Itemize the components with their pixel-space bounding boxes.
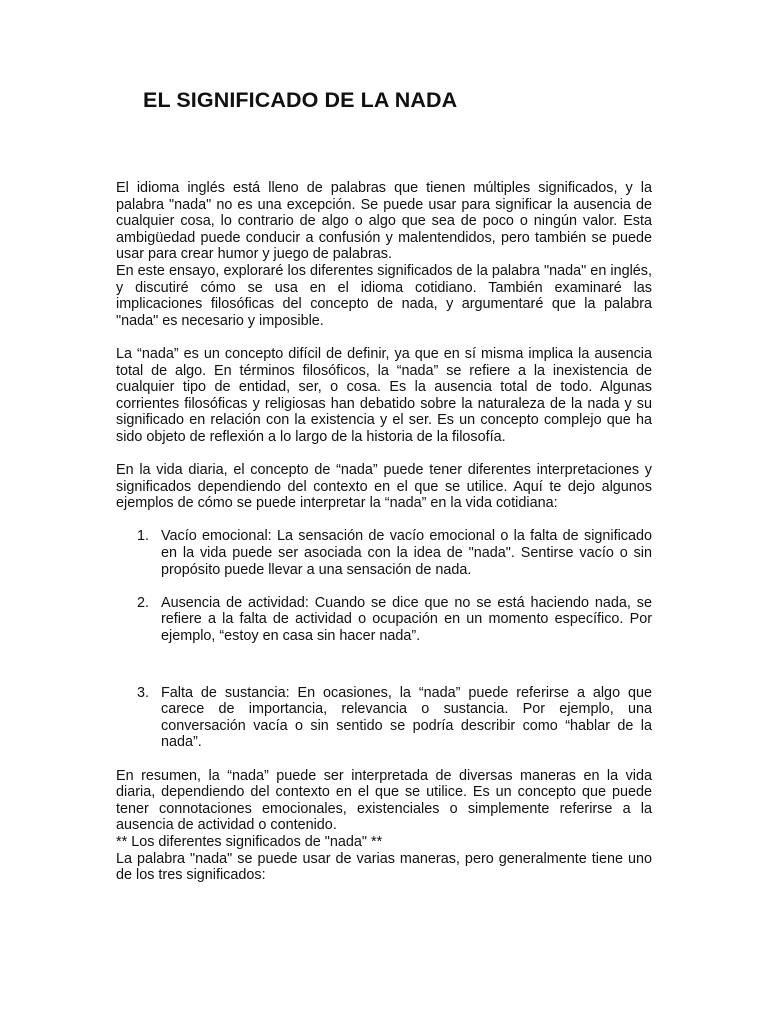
paragraph-intro: El idioma inglés está lleno de palabras que tienen múltiples significados, y la palabra "nada" no es una excepción. Se puede usar para significar la ausencia de cualquier cosa, lo contrario de algo o algo que sea de poco o ningún valor. Esta ambigüedad puede conducir a confusión y malentendidos, pero también se puede usar para crear humor y juego de palabras. xyxy=(116,180,652,263)
list-item xyxy=(116,528,652,578)
list-spacer xyxy=(116,578,652,595)
paragraph-spacer xyxy=(116,446,652,463)
list-item-text: Ausencia de actividad: Cuando se dice que no se está haciendo nada, se refiere a la falta de actividad o ocupación en un momento específico. Por ejemplo, “estoy en casa sin hacer nada”. xyxy=(161,594,652,645)
paragraph-spacer xyxy=(116,329,652,346)
list-item-text: Vacío emocional: La sensación de vacío emocional o la falta de significado en la vida puede ser asociada con la idea de "nada". Sentirse vacío o sin propósito puede llevar a una sensación de nada. xyxy=(161,528,652,578)
paragraph-meanings-intro: La palabra "nada" se puede usar de varias maneras, pero generalmente tiene uno de los tres significados: xyxy=(116,850,652,884)
paragraph-definition: La “nada” es un concepto difícil de definir, ya que en sí misma implica la ausencia total de algo. En términos filosóficos, la “nada” se refiere a la inexistencia de cualquier tipo de entidad, ser, o cosa. Es la ausencia total de todo. Algunas corrientes filosóficas y religiosas han debatido sobre la naturaleza de la nada y su significado en relación con la existencia y el ser. Es un concepto complejo que ha sido objeto de reflexión a lo largo de la historia de la filosofía. xyxy=(116,345,652,445)
list-item xyxy=(116,595,652,645)
document-title: EL SIGNIFICADO DE LA NADA xyxy=(143,88,458,112)
list-item-number: 1. xyxy=(137,528,150,545)
list-item-number: 3. xyxy=(137,684,150,701)
paragraph-spacer xyxy=(116,512,652,529)
list-spacer xyxy=(116,645,652,685)
paragraph-section-heading: ** Los diferentes significados de "nada" ** xyxy=(116,833,383,850)
document-body xyxy=(116,180,652,884)
paragraph-essay-purpose: En este ensayo, exploraré los diferentes significados de la palabra "nada" en inglés, y discutiré cómo se usa en el idioma cotidiano. También examinaré las implicaciones filosóficas del concepto de nada, y argumentaré que la palabra "nada" es necesario y imposible. xyxy=(116,262,652,329)
list-item xyxy=(116,685,652,751)
paragraph-daily-life: En la vida diaria, el concepto de “nada” puede tener diferentes interpretaciones y significados dependiendo del contexto en el que se utilice. Aquí te dejo algunos ejemplos de cómo se puede interpretar la “nada” en la vida cotidiana: xyxy=(116,462,652,512)
list-item-number: 2. xyxy=(137,594,150,611)
list-item-text: Falta de sustancia: En ocasiones, la “nada” puede referirse a algo que carece de importancia, relevancia o sustancia. Por ejemplo, una conversación vacía o sin sentido se podría describir como “hablar de la nada”. xyxy=(161,684,652,751)
paragraph-summary: En resumen, la “nada” puede ser interpretada de diversas maneras en la vida diaria, dependiendo del contexto en el que se utilice. Es un concepto que puede tener connotaciones emocionales, existenciales o simplemente referirse a la ausencia de actividad o contenido. xyxy=(116,767,652,834)
paragraph-spacer xyxy=(116,751,652,768)
